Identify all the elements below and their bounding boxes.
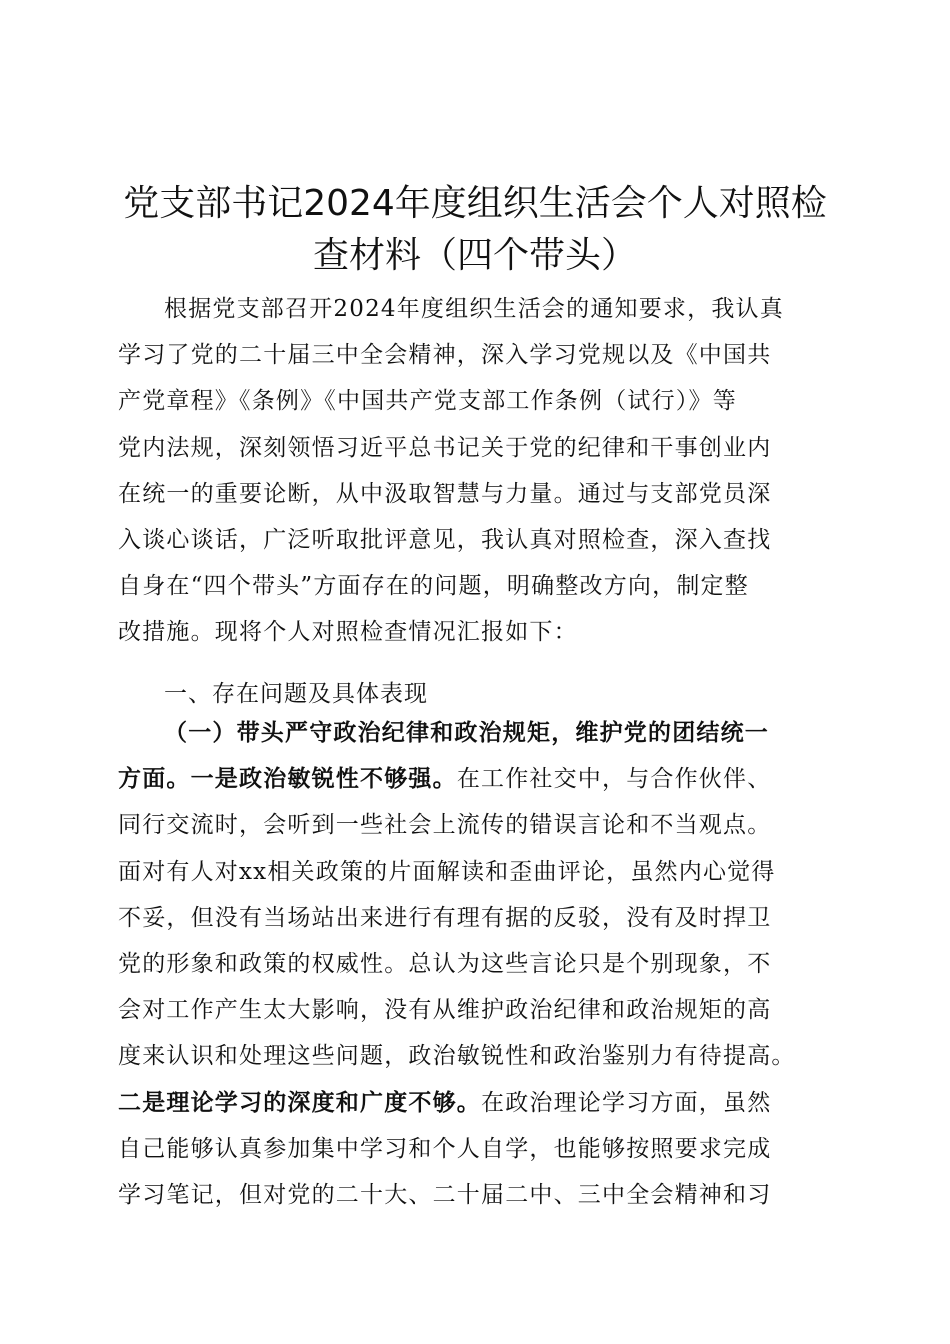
document-title [100, 178, 850, 282]
point-1-label: 方面。一是政治敏锐性不够强。 [118, 766, 457, 793]
intro-line: 改措施。现将个人对照检查情况汇报如下： [118, 619, 578, 646]
intro-line: 在统一的重要论断，从中汲取智慧与力量。通过与支部党员深 [118, 480, 772, 507]
subsection-paragraph [118, 710, 830, 1218]
subsection-heading-line: （一）带头严守政治纪律和政治规矩，维护党的团结统一 [164, 720, 769, 746]
paragraph-line: 同行交流时，会听到一些社会上流传的错误言论和不当观点。 [118, 812, 772, 839]
paragraph-line: 面对有人对xx相关政策的片面解读和歪曲评论，虽然内心觉得 [118, 858, 776, 885]
point-1-text: 在工作社交中，与合作伙伴、 [456, 766, 772, 793]
intro-line: 学习了党的二十届三中全会精神，深入学习党规以及《中国共 [118, 342, 772, 369]
paragraph-line: 党的形象和政策的权威性。总认为这些言论只是个别现象，不 [118, 950, 772, 977]
section-heading: 一、存在问题及具体表现 [164, 681, 428, 707]
paragraph-line: 会对工作产生太大影响，没有从维护政治纪律和政治规矩的高 [118, 997, 772, 1024]
point-2-text: 在政治理论学习方面，虽然 [481, 1089, 772, 1116]
paragraph-line [118, 756, 830, 802]
intro-line: 根据党支部召开2024年度组织生活会的通知要求，我认真 [164, 296, 784, 322]
paragraph-line: 自己能够认真参加集中学习和个人自学，也能够按照要求完成 [118, 1135, 772, 1162]
intro-line: 入谈心谈话，广泛听取批评意见，我认真对照检查，深入查找 [118, 526, 772, 553]
point-2-label: 二是理论学习的深度和广度不够。 [118, 1089, 481, 1116]
intro-line: 产党章程》《条例》《中国共产党支部工作条例（试行）》等 [118, 388, 737, 415]
title-line-1: 党支部书记2024年度组织生活会个人对照检 [123, 183, 827, 224]
intro-paragraph [118, 286, 830, 656]
paragraph-line: 度来认识和处理这些问题，政治敏锐性和政治鉴别力有待提高。 [118, 1043, 796, 1070]
title-line-2: 查材料（四个带头） [312, 235, 637, 276]
intro-line: 党内法规，深刻领悟习近平总书记关于党的纪律和干事创业内 [118, 434, 772, 461]
intro-line: 自身在“四个带头”方面存在的问题，明确整改方向，制定整 [118, 573, 749, 600]
paragraph-line: 不妥，但没有当场站出来进行有理有据的反驳，没有及时捍卫 [118, 904, 772, 931]
paragraph-line: 学习笔记，但对党的二十大、二十届二中、三中全会精神和习 [118, 1181, 772, 1208]
paragraph-line [118, 1080, 830, 1126]
